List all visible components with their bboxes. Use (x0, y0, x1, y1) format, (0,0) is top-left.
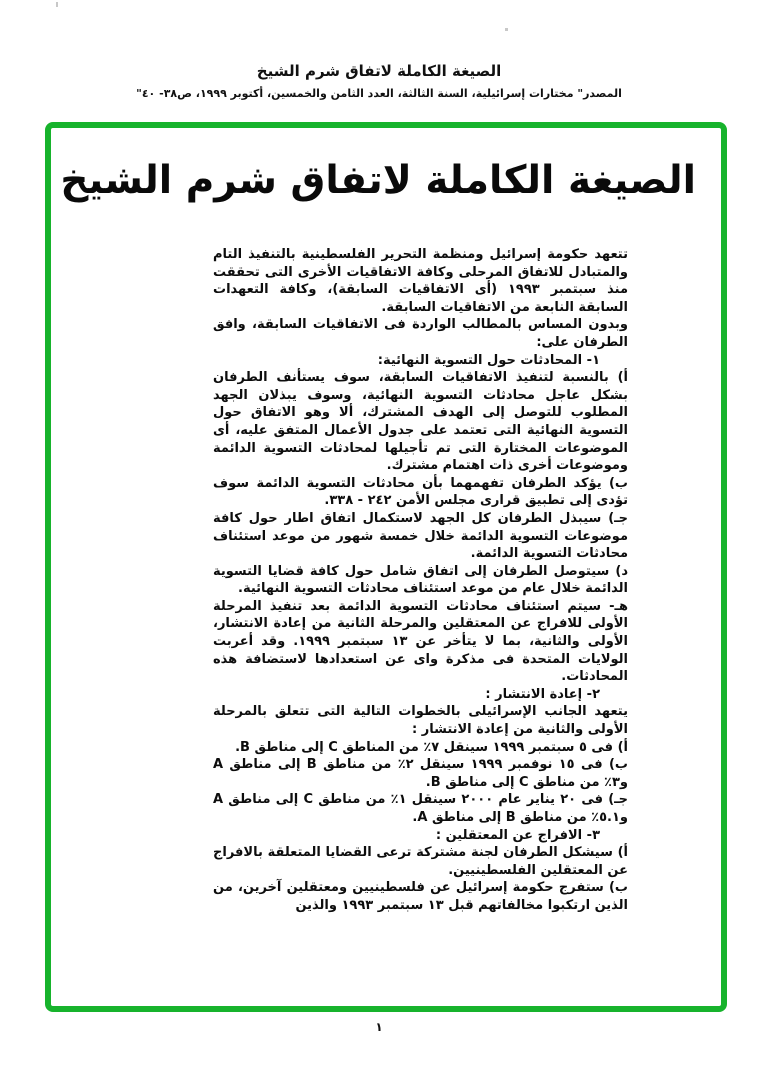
body-paragraph: د) سيتوصل الطرفان إلى اتفاق شامل حول كافة قضايا التسوية الدائمة خلال عام من موعد استئناف محادثات التسوية النهائية. (213, 563, 628, 597)
scan-speck (505, 28, 508, 31)
body-paragraph: جـ) سيبذل الطرفان كل الجهد لاستكمال اتفاق اطار حول كافة موضوعات التسوية الدائمة خلال خمسة شهور من موعد استئناف محادثات التسوية الدائمة. (213, 510, 628, 562)
section-heading: ٢- إعادة الانتشار : (485, 686, 600, 702)
header-title: الصيغة الكاملة لاتفاق شرم الشيخ (256, 62, 502, 80)
page-number: ١ (375, 1020, 383, 1034)
body-paragraph: ب) يؤكد الطرفان تفهمهما بأن محادثات التسوية الدائمة سوف تؤدى إلى تطبيق قرارى مجلس الأمن ٢٤٢ - ٣٣٨. (213, 475, 628, 509)
body-paragraph: هـ- سيتم استئناف محادثات التسوية الدائمة بعد تنفيذ المرحلة الأولى للافراج عن المعتقلين والمرحلة الثانية من إعادة الانتشار، الأولى والثانية، بما لا يتأخر عن ١٣ سبتمبر ١٩٩٩. وقد أعربت الولايات المتحدة فى مذكرة واى عن استعدادها لاستضافة هذه المحادثات. (213, 598, 628, 685)
body-paragraph: أ) بالنسبة لتنفيذ الاتفاقيات السابقة، سوف يستأنف الطرفان بشكل عاجل محادثات التسوية النهائية، وسوف يبذلان الجهد المطلوب للتوصل إلى الهدف المشترك، ألا وهو الاتفاق حول التسوية النهائية التى تعتمد على جدول الأعمال المتفق عليه، أى الموضوعات المختارة التى تم تأجيلها لمحادثات التسوية الدائمة وموضوعات أخرى ذات اهتمام مشترك. (213, 370, 628, 474)
page-header (0, 62, 758, 100)
body-paragraph: ب) ستفرج حكومة إسرائيل عن فلسطينيين ومعتقلين آخرين، من الذين ارتكبوا مخالفاتهم قبل ١٣ سبتمبر ١٩٩٣ والذين (213, 880, 628, 913)
document-body (213, 246, 628, 915)
scan-speck (56, 2, 58, 7)
body-paragraph: أ) سيشكل الطرفان لجنة مشتركة ترعى القضايا المتعلقة بالافراج عن المعتقلين الفلسطينيين. (213, 845, 628, 878)
body-paragraph: أ) فى ٥ سبتمبر ١٩٩٩ سينقل ٧٪ من المناطق C إلى مناطق B. (235, 739, 628, 755)
section-heading: ١- المحادثات حول التسوية النهائية: (377, 352, 600, 368)
section-heading: ٣- الافراج عن المعتقلين : (435, 827, 600, 843)
body-paragraph: ب) فى ١٥ نوفمبر ١٩٩٩ سينقل ٢٪ من مناطق B إلى مناطق A و٣٪ من مناطق C إلى مناطق B. (213, 757, 628, 790)
body-paragraph: وبدون المساس بالمطالب الواردة فى الاتفاقيات السابقة، وافق الطرفان على: (213, 317, 628, 350)
header-source-line: المصدر" مختارات إسرائيلية، السنة الثالثة، العدد الثامن والخمسين، أكتوبر ١٩٩٩، ص٣٨- ٤٠" (136, 87, 622, 100)
body-paragraph: جـ) فى ٢٠ يناير عام ٢٠٠٠ سينقل ١٪ من مناطق C إلى مناطق A و٥.١٪ من مناطق B إلى مناطق A. (213, 792, 628, 825)
body-paragraph: تتعهد حكومة إسرائيل ومنظمة التحرير الفلسطينية بالتنفيذ التام والمتبادل للاتفاق المرحلى وكافة الاتفاقيات الأخرى التى تحققت منذ سبتمبر ١٩٩٣ (أى الاتفاقيات السابقة)، وكافة التعهدات السابقة النابعة من الاتفاقيات السابقة. (213, 247, 628, 315)
body-paragraph: يتعهد الجانب الإسرائيلى بالخطوات التالية التى تتعلق بالمرحلة الأولى والثانية من إعادة الانتشار : (213, 704, 628, 738)
document-title: الصيغة الكاملة لاتفاق شرم الشيخ (60, 158, 696, 203)
